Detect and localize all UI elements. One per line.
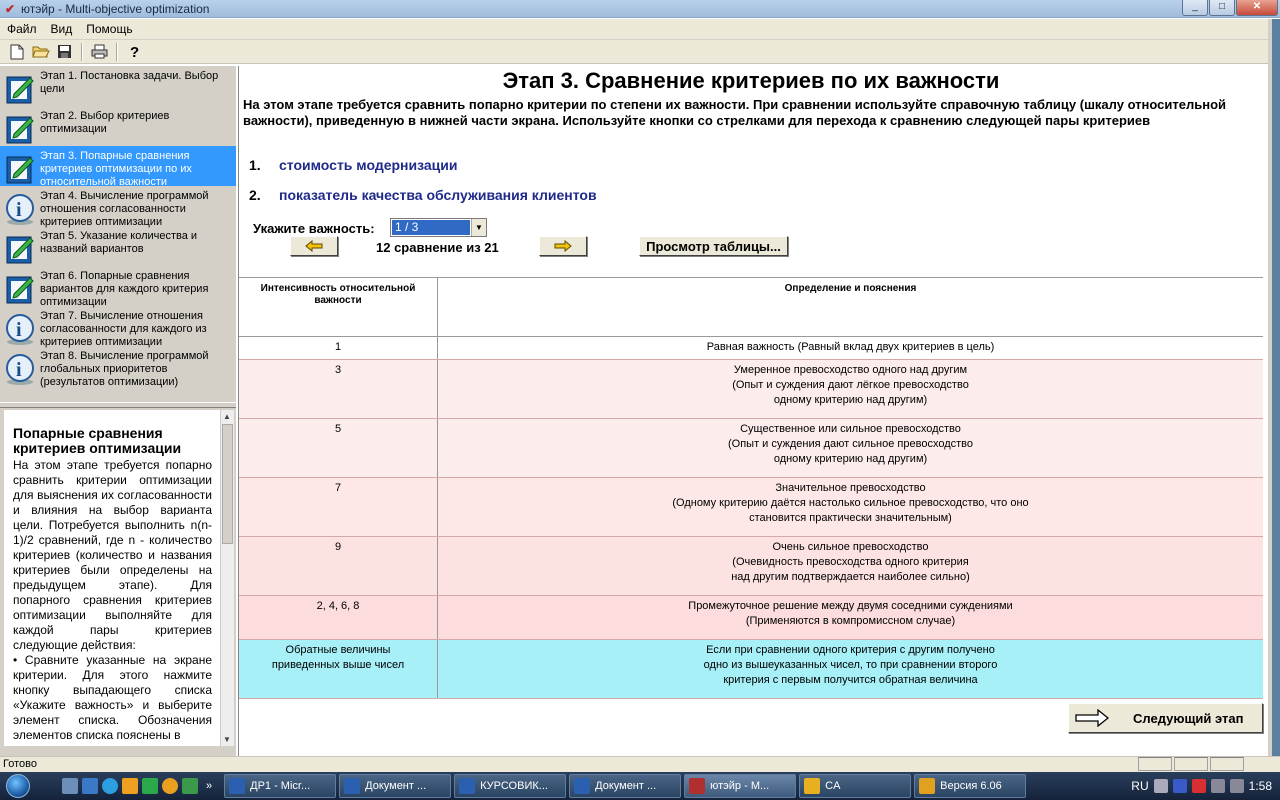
- criterion-number: 2.: [249, 187, 261, 203]
- scale-intensity: 7: [239, 478, 438, 536]
- clock[interactable]: 1:58: [1248, 779, 1272, 793]
- scale-definition: [438, 537, 1263, 595]
- scale-intensity: Обратные величины приведенных выше чисел: [239, 640, 438, 698]
- scale-definition: [438, 596, 1263, 639]
- next-stage-label: Следующий этап: [1133, 710, 1244, 726]
- scale-row: [239, 419, 1263, 478]
- taskbar-button-label: CA: [825, 780, 841, 792]
- stage-item-6[interactable]: [0, 266, 236, 306]
- svg-text:?: ?: [129, 43, 139, 60]
- arrow-left-icon: [305, 240, 323, 252]
- maximize-button[interactable]: □: [1209, 0, 1235, 16]
- criterion-name: стоимость модернизации: [279, 157, 458, 173]
- scale-definition: [438, 337, 1263, 359]
- scale-row: [239, 596, 1263, 640]
- task-buttons: [224, 774, 1026, 798]
- scroll-down-icon[interactable]: ▼: [223, 735, 231, 744]
- window-controls: [1182, 0, 1278, 16]
- quicklaunch-more-icon[interactable]: »: [206, 780, 213, 792]
- scale-definition: [438, 478, 1263, 536]
- scale-row: [239, 360, 1263, 419]
- task-app-icon: [344, 778, 360, 794]
- scale-intensity: 2, 4, 6, 8: [239, 596, 438, 639]
- scale-intensity: 9: [239, 537, 438, 595]
- toolbar-separator: [81, 43, 83, 61]
- scale-definition-line: одному критерию над другим): [773, 394, 928, 406]
- scroll-up-icon[interactable]: ▲: [223, 412, 231, 421]
- stage-item-1[interactable]: [0, 66, 236, 106]
- info-icon: [4, 352, 38, 386]
- scale-intensity: 1: [239, 337, 438, 359]
- show-desktop-icon[interactable]: [62, 778, 78, 794]
- stage-item-label: Этап 2. Выбор критериев оптимизации: [40, 110, 170, 135]
- next-comparison-button[interactable]: [539, 236, 587, 256]
- help-text: На этом этапе требуется попарно сравнить критерии оптимизации для выяснения их согласованности и влияния на выбор варианта цели. Потребуется выполнить n(n-1)/2 сравнений, где n - количество критериев (количество и названия критериев были определены на предыдущем этапе). Для попарного сравнения критериев оптимизации выполняйте для каждой пары критериев следующие действия:: [13, 458, 212, 652]
- importance-scale-table: [239, 277, 1263, 697]
- taskbar-button-label: ДР1 - Micr...: [250, 780, 311, 792]
- criterion-2: [249, 187, 597, 203]
- taskbar-button[interactable]: [224, 774, 336, 798]
- stage-item-label: Этап 5. Указание количества и названий вариантов: [40, 230, 198, 255]
- scale-definition-line: Умеренное превосходство одного над другим: [733, 364, 968, 376]
- page-title: Этап 3. Сравнение критериев по их важности: [502, 68, 1000, 93]
- taskbar-button-label: КУРСОВИК...: [480, 780, 548, 792]
- volume-icon[interactable]: [1211, 779, 1225, 793]
- scale-row: [239, 537, 1263, 596]
- scale-definition-line: Промежуточное решение между двумя соседними суждениями: [688, 600, 1013, 612]
- menu-file[interactable]: Файл: [7, 22, 37, 36]
- save-icon[interactable]: [54, 42, 75, 62]
- taskbar-button[interactable]: [914, 774, 1026, 798]
- taskbar-button-label: Версия 6.06: [940, 780, 1002, 792]
- help-box: [4, 410, 220, 746]
- view-table-button[interactable]: Просмотр таблицы...: [639, 236, 788, 256]
- taskbar-button-label: Документ ...: [595, 780, 657, 792]
- criterion-number: 1.: [249, 157, 261, 173]
- taskbar: [0, 772, 1280, 800]
- scale-intensity: 5: [239, 419, 438, 477]
- scale-definition-line: (Очевидность превосходства одного критерия: [732, 556, 969, 568]
- system-tray: [1131, 772, 1280, 800]
- title-bar: [0, 0, 1280, 18]
- language-indicator[interactable]: RU: [1131, 779, 1149, 793]
- keyboard-icon[interactable]: [1173, 779, 1187, 793]
- status-text: Готово: [3, 758, 37, 770]
- scale-definition-line: (Опыт и суждения дают лёгкое превосходство: [732, 379, 969, 391]
- criterion-name: показатель качества обслуживания клиентов: [279, 187, 597, 203]
- antivirus-icon[interactable]: [1192, 779, 1206, 793]
- toolbar: [0, 40, 1268, 64]
- open-icon[interactable]: [30, 42, 51, 62]
- scale-row: [239, 640, 1263, 699]
- scale-definition-line: критерия с первым получится обратная величина: [723, 674, 978, 686]
- toolbar-separator: [116, 43, 118, 61]
- left-panel: [0, 66, 236, 756]
- app2-icon[interactable]: [182, 778, 198, 794]
- criterion-1: [249, 157, 458, 173]
- network-icon[interactable]: [1154, 779, 1168, 793]
- stage-list: [0, 66, 236, 402]
- edit-icon: [4, 112, 38, 146]
- app-icon: ✔: [4, 1, 16, 16]
- speaker-icon[interactable]: [1230, 779, 1244, 793]
- menu-bar: [0, 19, 1268, 40]
- arrow-right-icon: [554, 240, 572, 252]
- taskbar-button[interactable]: [799, 774, 911, 798]
- scale-intensity: 3: [239, 360, 438, 418]
- info-icon: [4, 192, 38, 226]
- task-app-icon: [574, 778, 590, 794]
- media-icon[interactable]: [122, 778, 138, 794]
- minimize-button[interactable]: _: [1182, 0, 1208, 16]
- taskbar-button-label: ютэйр - M...: [710, 780, 770, 792]
- main-area: [238, 66, 1262, 756]
- stage-item-5[interactable]: [0, 226, 236, 266]
- stage-item-label: Этап 8. Вычисление программой глобальных приоритетов (результатов оптимизации): [40, 350, 209, 388]
- scale-header-intensity: Интенсивность относительной важности: [239, 278, 438, 336]
- explorer-icon[interactable]: [82, 778, 98, 794]
- status-bar: [0, 756, 1280, 772]
- scale-definition-line: становится практически значительным): [749, 512, 952, 524]
- importance-value[interactable]: 1 / 3: [392, 220, 470, 235]
- scale-row: [239, 337, 1263, 360]
- svg-text:i: i: [16, 319, 22, 341]
- stage-item-label: Этап 6. Попарные сравнения вариантов для каждого критерия оптимизации: [40, 270, 209, 308]
- taskbar-button[interactable]: [339, 774, 451, 798]
- stage-item-label: Этап 4. Вычисление программой отношения согласованности критериев оптимизации: [40, 190, 209, 228]
- arrow-right-icon: [1075, 709, 1109, 727]
- task-app-icon: [919, 778, 935, 794]
- prev-comparison-button[interactable]: [290, 236, 338, 256]
- help-bullet: • Сравните указанные на экране критерии. Для этого нажмите кнопку выпадающего списка «Укажите важность» и выберите элемент списка. Обозначения элементов списка пояснены в: [13, 653, 212, 742]
- scale-definition-line: одно из вышеуказанных чисел, то при сравнении второго: [703, 659, 998, 671]
- taskbar-button[interactable]: [569, 774, 681, 798]
- taskbar-button[interactable]: [454, 774, 566, 798]
- menu-help[interactable]: Помощь: [86, 22, 133, 36]
- new-icon[interactable]: [6, 42, 27, 62]
- stage-item-3[interactable]: [0, 146, 236, 186]
- scale-definition: [438, 419, 1263, 477]
- task-app-icon: [689, 778, 705, 794]
- panel-splitter[interactable]: [0, 402, 236, 408]
- stage-item-2[interactable]: [0, 106, 236, 146]
- next-stage-button[interactable]: [1068, 703, 1263, 733]
- scale-definition-line: Существенное или сильное превосходство: [740, 423, 961, 435]
- menu-view[interactable]: Вид: [50, 22, 73, 36]
- stage-item-label: Этап 3. Попарные сравнения критериев оптимизации по их относительной важности: [40, 150, 192, 188]
- svg-text:i: i: [16, 359, 22, 381]
- close-button[interactable]: ✕: [1236, 0, 1278, 16]
- scale-definition-line: Значительное превосходство: [775, 482, 926, 494]
- chevron-down-icon[interactable]: ▼: [471, 219, 486, 236]
- taskbar-button-label: Документ ...: [365, 780, 427, 792]
- stage-item-label: Этап 7. Вычисление отношения согласованности для каждого из критериев оптимизации: [40, 310, 207, 348]
- stage-description: На этом этапе требуется сравнить попарно критерии по степени их важности. При сравнении используйте справочную таблицу (шкалу относительной важности), приведенную в нижней части экрана. Используйте кнопки со стрелками для перехода к сравнению следующей пары критериев: [243, 97, 1227, 128]
- task-app-icon: [229, 778, 245, 794]
- scale-definition-line: Если при сравнении одного критерия с другим получено: [706, 644, 995, 656]
- scale-header-definition: Определение и пояснения: [784, 283, 917, 294]
- window-edge: [1268, 19, 1280, 759]
- scale-definition-line: над другим подтверждается наиболее сильно): [731, 571, 970, 583]
- importance-label: Укажите важность:: [253, 221, 375, 236]
- scale-definition-line: (Применяются в компромиссном случае): [745, 615, 956, 627]
- scale-definition: [438, 360, 1263, 418]
- help-icon[interactable]: [124, 42, 145, 62]
- info-icon: [4, 312, 38, 346]
- help-scrollbar[interactable]: [220, 410, 234, 746]
- stage-item-4[interactable]: [0, 186, 236, 226]
- mail-icon[interactable]: [162, 778, 178, 794]
- edit-icon: [4, 152, 38, 186]
- scale-row: [239, 478, 1263, 537]
- edit-icon: [4, 272, 38, 306]
- edit-icon: [4, 232, 38, 266]
- print-icon[interactable]: [89, 42, 110, 62]
- scale-definition-line: Равная важность (Равный вклад двух критериев в цель): [706, 341, 995, 353]
- start-button[interactable]: [0, 772, 36, 800]
- importance-select[interactable]: [390, 218, 487, 237]
- stage-item-8[interactable]: [0, 346, 236, 386]
- taskbar-button[interactable]: [684, 774, 796, 798]
- scale-definition-line: Очень сильное превосходство: [772, 541, 929, 553]
- comparison-counter: 12 сравнение из 21: [376, 240, 499, 255]
- scale-definition-line: одному критерию над другим): [773, 453, 928, 465]
- svg-text:i: i: [16, 199, 22, 221]
- scale-definition-line: (Одному критерию даётся настолько сильное превосходство, что оно: [672, 497, 1029, 509]
- stage-item-7[interactable]: [0, 306, 236, 346]
- scale-header-row: [239, 278, 1263, 337]
- edit-icon: [4, 72, 38, 106]
- app-icon[interactable]: [142, 778, 158, 794]
- scale-definition: [438, 640, 1263, 698]
- task-app-icon: [804, 778, 820, 794]
- help-title: Попарные сравнения критериев оптимизации: [13, 425, 182, 456]
- quick-launch: [62, 778, 198, 794]
- stage-item-label: Этап 1. Постановка задачи. Выбор цели: [40, 70, 219, 95]
- ie-icon[interactable]: [102, 778, 118, 794]
- scale-definition-line: (Опыт и суждения дают сильное превосходство: [727, 438, 973, 450]
- scroll-thumb[interactable]: [222, 424, 233, 544]
- window-title: ютэйр - Multi-objective optimization: [21, 1, 210, 16]
- task-app-icon: [459, 778, 475, 794]
